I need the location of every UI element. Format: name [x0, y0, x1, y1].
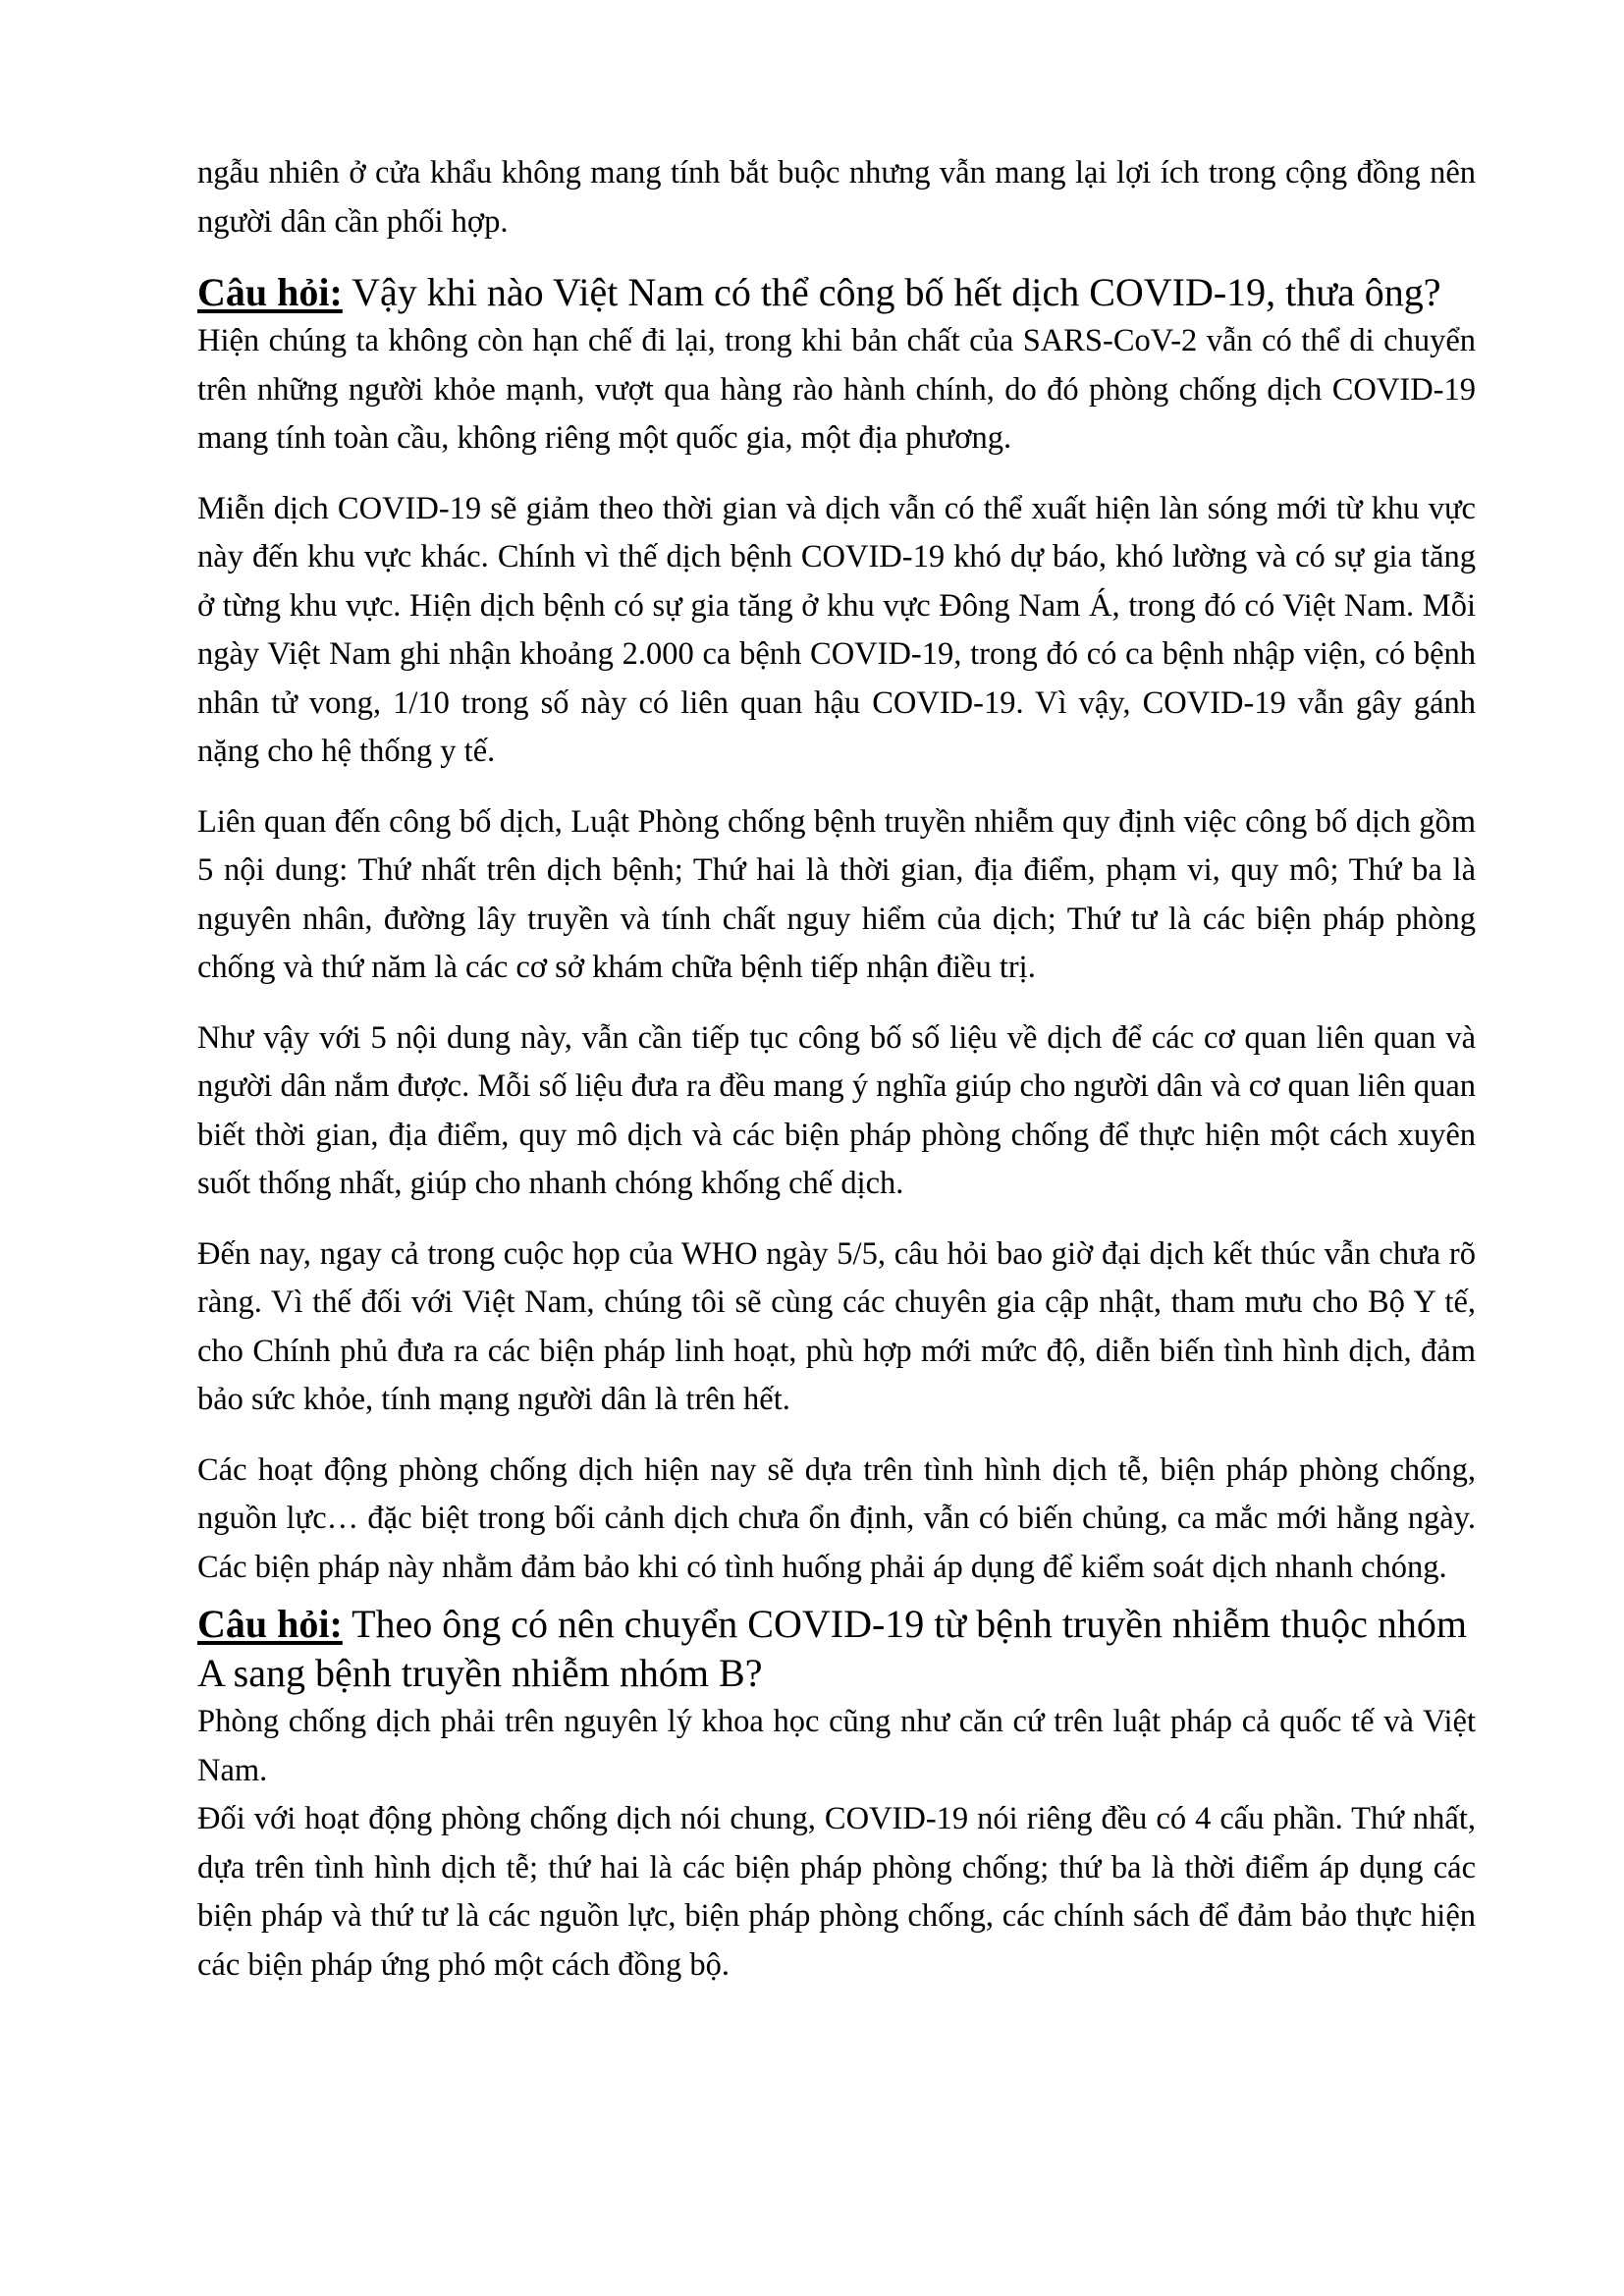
answer-1-paragraph-6: Các hoạt động phòng chống dịch hiện nay sẽ dựa trên tình hình dịch tễ, biện pháp phòng chống, nguồn lực… đặc biệt trong bối cảnh dịch chưa ổn định, vẫn có biến chủng, ca mắc mới hằng ngày. Các biện pháp này nhằm đảm bảo khi có tình huống phải áp dụng để kiểm soát dịch nhanh chóng. [197, 1451, 1476, 1585]
question-1-label: Câu hỏi: [197, 270, 343, 314]
question-2 [197, 1600, 1476, 1698]
answer-1-paragraph-2: Miễn dịch COVID-19 sẽ giảm theo thời gian và dịch vẫn có thể xuất hiện làn sóng mới từ khu vực này đến khu vực khác. Chính vì thế dịch bệnh COVID-19 khó dự báo, khó lường và có sự gia tăng ở từng khu vực. Hiện dịch bệnh có sự gia tăng ở khu vực Đông Nam Á, trong đó có Việt Nam. Mỗi ngày Việt Nam ghi nhận khoảng 2.000 ca bệnh COVID-19, trong đó có ca bệnh nhập viện, có bệnh nhân tử vong, 1/10 trong số này có liên quan hậu COVID-19. Vì vậy, COVID-19 vẫn gây gánh nặng cho hệ thống y tế. [197, 490, 1476, 769]
answer-2-paragraph-1: Phòng chống dịch phải trên nguyên lý khoa học cũng như căn cứ trên luật pháp cả quốc tế và Việt Nam. [197, 1704, 1476, 1788]
answer-1-paragraph-5: Đến nay, ngay cả trong cuộc họp của WHO ngày 5/5, câu hỏi bao giờ đại dịch kết thúc vẫn chưa rõ ràng. Vì thế đối với Việt Nam, chúng tôi sẽ cùng các chuyên gia cập nhật, tham mưu cho Bộ Y tế, cho Chính phủ đưa ra các biện pháp linh hoạt, phù hợp mới mức độ, diễn biến tình hình dịch, đảm bảo sức khỏe, tính mạng người dân là trên hết. [197, 1235, 1476, 1417]
answer-2-paragraph-2: Đối với hoạt động phòng chống dịch nói chung, COVID-19 nói riêng đều có 4 cấu phần. Thứ nhất, dựa trên tình hình dịch tễ; thứ hai là các biện pháp phòng chống; thứ ba là thời điểm áp dụng các biện pháp và thứ tư là các nguồn lực, biện pháp phòng chống, các chính sách để đảm bảo thực hiện các biện pháp ứng phó một cách đồng bộ. [197, 1801, 1476, 1983]
question-2-label: Câu hỏi: [197, 1602, 343, 1646]
question-2-text: Theo ông có nên chuyển COVID-19 từ bệnh truyền nhiễm thuộc nhóm A sang bệnh truyền nhiễm nhóm B? [197, 1602, 1467, 1695]
question-1 [197, 268, 1476, 317]
intro-paragraph: ngẫu nhiên ở cửa khẩu không mang tính bắt buộc nhưng vẫn mang lại lợi ích trong cộng đồng nên người dân cần phối hợp. [197, 155, 1476, 240]
document-page [197, 149, 1476, 1990]
answer-1-paragraph-3: Liên quan đến công bố dịch, Luật Phòng chống bệnh truyền nhiễm quy định việc công bố dịch gồm 5 nội dung: Thứ nhất trên dịch bệnh; Thứ hai là thời gian, địa điểm, phạm vi, quy mô; Thứ ba là nguyên nhân, đường lây truyền và tính chất nguy hiểm của dịch; Thứ tư là các biện pháp phòng chống và thứ năm là các cơ sở khám chữa bệnh tiếp nhận điều trị. [197, 803, 1476, 985]
answer-1-paragraph-1: Hiện chúng ta không còn hạn chế đi lại, trong khi bản chất của SARS-CoV-2 vẫn có thể di chuyển trên những người khỏe mạnh, vượt qua hàng rào hành chính, do đó phòng chống dịch COVID-19 mang tính toàn cầu, không riêng một quốc gia, một địa phương. [197, 323, 1476, 456]
question-1-text: Vậy khi nào Việt Nam có thể công bố hết dịch COVID-19, thưa ông? [342, 270, 1441, 314]
answer-1-paragraph-4: Như vậy với 5 nội dung này, vẫn cần tiếp tục công bố số liệu về dịch để các cơ quan liên quan và người dân nắm được. Mỗi số liệu đưa ra đều mang ý nghĩa giúp cho người dân và cơ quan liên quan biết thời gian, địa điểm, quy mô dịch và các biện pháp phòng chống để thực hiện một cách xuyên suốt thống nhất, giúp cho nhanh chóng khống chế dịch. [197, 1019, 1476, 1201]
